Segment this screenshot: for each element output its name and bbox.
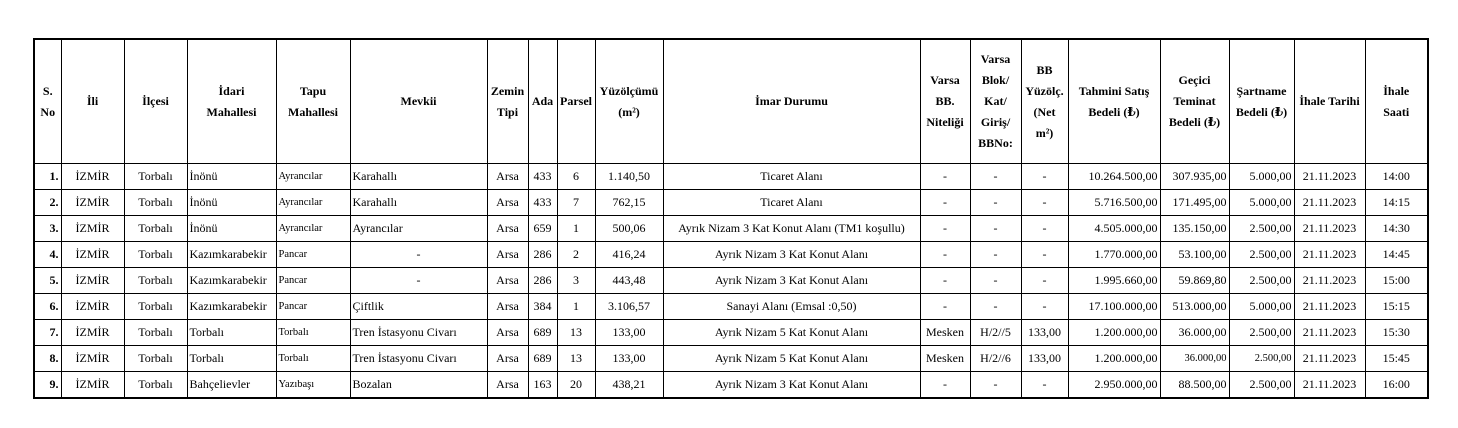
cell-ada: 689 (528, 346, 557, 372)
cell-tapu-mahalle: Torbalı (276, 320, 350, 346)
cell-idari-mahalle: Kazımkarabekir (187, 268, 276, 294)
cell-sartname-bedeli: 5.000,00 (1229, 190, 1294, 216)
cell-bb-niteligi: Mesken (920, 320, 970, 346)
cell-bb-niteligi: - (920, 242, 970, 268)
cell-bb-yuzolcum: 133,00 (1021, 320, 1068, 346)
header-tahmini-bedel: Tahmini Satış Bedeli (₺) (1068, 39, 1160, 164)
cell-zemin-tipi: Arsa (487, 372, 528, 399)
cell-il: İZMİR (61, 164, 124, 190)
cell-yuzolcumu: 133,00 (595, 320, 663, 346)
cell-sno: 1. (34, 164, 61, 190)
cell-idari-mahalle: İnönü (187, 190, 276, 216)
cell-tapu-mahalle: Ayrancılar (276, 216, 350, 242)
cell-idari-mahalle: Bahçelievler (187, 372, 276, 399)
cell-ada: 384 (528, 294, 557, 320)
cell-sno: 5. (34, 268, 61, 294)
cell-gecici-teminat: 513.000,00 (1160, 294, 1229, 320)
cell-ihale-saati: 15:00 (1365, 268, 1428, 294)
cell-ihale-tarihi: 21.11.2023 (1294, 216, 1365, 242)
cell-parsel: 7 (557, 190, 595, 216)
cell-imar-durumu: Ticaret Alanı (663, 190, 920, 216)
header-bb-niteligi: Varsa BB. Niteliği (920, 39, 970, 164)
table-row (34, 190, 1428, 216)
cell-ada: 659 (528, 216, 557, 242)
header-tapu-mahalle: Tapu Mahallesi (276, 39, 350, 164)
cell-bb-niteligi: Mesken (920, 346, 970, 372)
cell-ihale-saati: 14:30 (1365, 216, 1428, 242)
table-row (34, 164, 1428, 190)
cell-ilce: Torbalı (124, 268, 187, 294)
cell-mevki: Karahallı (350, 190, 487, 216)
cell-il: İZMİR (61, 268, 124, 294)
cell-idari-mahalle: Kazımkarabekir (187, 294, 276, 320)
table-row (34, 294, 1428, 320)
cell-tahmini-bedel: 5.716.500,00 (1068, 190, 1160, 216)
cell-ihale-saati: 14:45 (1365, 242, 1428, 268)
header-ihale-tarihi: İhale Tarihi (1294, 39, 1365, 164)
cell-gecici-teminat: 53.100,00 (1160, 242, 1229, 268)
cell-zemin-tipi: Arsa (487, 268, 528, 294)
cell-imar-durumu: Ayrık Nizam 3 Kat Konut Alanı (TM1 koşullu) (663, 216, 920, 242)
cell-blok-kat: H/2//6 (970, 346, 1021, 372)
cell-ada: 433 (528, 190, 557, 216)
cell-il: İZMİR (61, 320, 124, 346)
cell-tahmini-bedel: 2.950.000,00 (1068, 372, 1160, 399)
header-ada: Ada (528, 39, 557, 164)
header-sno: S. No (34, 39, 61, 164)
cell-ihale-tarihi: 21.11.2023 (1294, 346, 1365, 372)
cell-zemin-tipi: Arsa (487, 164, 528, 190)
cell-sno: 8. (34, 346, 61, 372)
cell-imar-durumu: Sanayi Alanı (Emsal :0,50) (663, 294, 920, 320)
cell-ihale-tarihi: 21.11.2023 (1294, 372, 1365, 399)
cell-idari-mahalle: İnönü (187, 216, 276, 242)
cell-tahmini-bedel: 1.770.000,00 (1068, 242, 1160, 268)
cell-gecici-teminat: 36.000,00 (1160, 346, 1229, 372)
cell-tahmini-bedel: 1.200.000,00 (1068, 320, 1160, 346)
cell-bb-yuzolcum: - (1021, 372, 1068, 399)
cell-bb-yuzolcum: - (1021, 294, 1068, 320)
cell-parsel: 6 (557, 164, 595, 190)
cell-sno: 6. (34, 294, 61, 320)
header-blok-kat: Varsa Blok/ Kat/ Giriş/ BBNo: (970, 39, 1021, 164)
cell-sartname-bedeli: 2.500,00 (1229, 216, 1294, 242)
cell-il: İZMİR (61, 216, 124, 242)
cell-il: İZMİR (61, 190, 124, 216)
cell-imar-durumu: Ayrık Nizam 5 Kat Konut Alanı (663, 320, 920, 346)
cell-tapu-mahalle: Pancar (276, 268, 350, 294)
cell-mevki: Çiftlik (350, 294, 487, 320)
cell-zemin-tipi: Arsa (487, 294, 528, 320)
cell-mevki: Tren İstasyonu Civarı (350, 320, 487, 346)
cell-zemin-tipi: Arsa (487, 190, 528, 216)
cell-imar-durumu: Ayrık Nizam 3 Kat Konut Alanı (663, 268, 920, 294)
cell-gecici-teminat: 307.935,00 (1160, 164, 1229, 190)
cell-bb-yuzolcum: - (1021, 268, 1068, 294)
cell-ilce: Torbalı (124, 372, 187, 399)
cell-gecici-teminat: 36.000,00 (1160, 320, 1229, 346)
cell-tahmini-bedel: 1.995.660,00 (1068, 268, 1160, 294)
cell-zemin-tipi: Arsa (487, 242, 528, 268)
cell-parsel: 1 (557, 294, 595, 320)
cell-idari-mahalle: Torbalı (187, 346, 276, 372)
table-row (34, 216, 1428, 242)
cell-bb-yuzolcum: - (1021, 242, 1068, 268)
cell-sartname-bedeli: 2.500,00 (1229, 372, 1294, 399)
table-row (34, 372, 1428, 399)
cell-gecici-teminat: 88.500,00 (1160, 372, 1229, 399)
cell-ilce: Torbalı (124, 242, 187, 268)
cell-bb-niteligi: - (920, 268, 970, 294)
cell-bb-yuzolcum: - (1021, 190, 1068, 216)
cell-imar-durumu: Ticaret Alanı (663, 164, 920, 190)
cell-imar-durumu: Ayrık Nizam 3 Kat Konut Alanı (663, 242, 920, 268)
cell-ihale-saati: 14:00 (1365, 164, 1428, 190)
cell-tapu-mahalle: Yazıbaşı (276, 372, 350, 399)
cell-ilce: Torbalı (124, 164, 187, 190)
header-zemin-tipi: Zemin Tipi (487, 39, 528, 164)
cell-il: İZMİR (61, 294, 124, 320)
cell-tapu-mahalle: Ayrancılar (276, 164, 350, 190)
cell-sno: 9. (34, 372, 61, 399)
cell-ihale-tarihi: 21.11.2023 (1294, 294, 1365, 320)
cell-parsel: 1 (557, 216, 595, 242)
cell-sartname-bedeli: 2.500,00 (1229, 320, 1294, 346)
cell-bb-yuzolcum: - (1021, 164, 1068, 190)
cell-tahmini-bedel: 10.264.500,00 (1068, 164, 1160, 190)
header-yuzolcumu: Yüzölçümü (m²) (595, 39, 663, 164)
cell-bb-niteligi: - (920, 190, 970, 216)
cell-yuzolcumu: 443,48 (595, 268, 663, 294)
cell-sartname-bedeli: 2.500,00 (1229, 242, 1294, 268)
cell-mevki: - (350, 242, 487, 268)
header-ihale-saati: İhale Saati (1365, 39, 1428, 164)
cell-il: İZMİR (61, 346, 124, 372)
cell-ada: 286 (528, 268, 557, 294)
cell-parsel: 13 (557, 320, 595, 346)
cell-ihale-saati: 14:15 (1365, 190, 1428, 216)
cell-mevki: Tren İstasyonu Civarı (350, 346, 487, 372)
header-imar-durumu: İmar Durumu (663, 39, 920, 164)
cell-tapu-mahalle: Torbalı (276, 346, 350, 372)
cell-yuzolcumu: 133,00 (595, 346, 663, 372)
header-parsel: Parsel (557, 39, 595, 164)
cell-ihale-tarihi: 21.11.2023 (1294, 164, 1365, 190)
cell-blok-kat: - (970, 242, 1021, 268)
cell-imar-durumu: Ayrık Nizam 5 Kat Konut Alanı (663, 346, 920, 372)
cell-blok-kat: H/2//5 (970, 320, 1021, 346)
cell-bb-yuzolcum: 133,00 (1021, 346, 1068, 372)
header-il: İli (61, 39, 124, 164)
cell-tahmini-bedel: 1.200.000,00 (1068, 346, 1160, 372)
cell-yuzolcumu: 1.140,50 (595, 164, 663, 190)
cell-zemin-tipi: Arsa (487, 346, 528, 372)
cell-bb-niteligi: - (920, 216, 970, 242)
cell-blok-kat: - (970, 190, 1021, 216)
cell-tahmini-bedel: 4.505.000,00 (1068, 216, 1160, 242)
cell-ihale-saati: 15:45 (1365, 346, 1428, 372)
cell-yuzolcumu: 416,24 (595, 242, 663, 268)
cell-parsel: 2 (557, 242, 595, 268)
cell-sno: 4. (34, 242, 61, 268)
cell-sartname-bedeli: 2.500,00 (1229, 268, 1294, 294)
cell-blok-kat: - (970, 164, 1021, 190)
cell-ihale-saati: 16:00 (1365, 372, 1428, 399)
cell-mevki: - (350, 268, 487, 294)
cell-idari-mahalle: Torbalı (187, 320, 276, 346)
cell-blok-kat: - (970, 372, 1021, 399)
cell-tapu-mahalle: Ayrancılar (276, 190, 350, 216)
cell-ada: 163 (528, 372, 557, 399)
cell-ihale-tarihi: 21.11.2023 (1294, 320, 1365, 346)
cell-idari-mahalle: Kazımkarabekir (187, 242, 276, 268)
cell-yuzolcumu: 438,21 (595, 372, 663, 399)
header-bb-yuzolcum: BB Yüzölç. (Net m²) (1021, 39, 1068, 164)
cell-ihale-saati: 15:30 (1365, 320, 1428, 346)
header-ilce: İlçesi (124, 39, 187, 164)
cell-parsel: 20 (557, 372, 595, 399)
cell-il: İZMİR (61, 242, 124, 268)
cell-ada: 689 (528, 320, 557, 346)
cell-bb-yuzolcum: - (1021, 216, 1068, 242)
cell-yuzolcumu: 762,15 (595, 190, 663, 216)
cell-blok-kat: - (970, 294, 1021, 320)
cell-sno: 7. (34, 320, 61, 346)
cell-tapu-mahalle: Pancar (276, 242, 350, 268)
cell-ihale-tarihi: 21.11.2023 (1294, 268, 1365, 294)
cell-ilce: Torbalı (124, 320, 187, 346)
cell-gecici-teminat: 59.869,80 (1160, 268, 1229, 294)
cell-ihale-tarihi: 21.11.2023 (1294, 190, 1365, 216)
cell-parsel: 13 (557, 346, 595, 372)
cell-bb-niteligi: - (920, 164, 970, 190)
cell-tapu-mahalle: Pancar (276, 294, 350, 320)
cell-gecici-teminat: 135.150,00 (1160, 216, 1229, 242)
cell-ilce: Torbalı (124, 216, 187, 242)
table-header (34, 39, 1428, 164)
cell-idari-mahalle: İnönü (187, 164, 276, 190)
cell-blok-kat: - (970, 216, 1021, 242)
table-body (34, 164, 1428, 399)
auction-table (33, 38, 1429, 399)
cell-sartname-bedeli: 5.000,00 (1229, 294, 1294, 320)
cell-bb-niteligi: - (920, 372, 970, 399)
cell-sno: 2. (34, 190, 61, 216)
table-row (34, 242, 1428, 268)
cell-mevki: Karahallı (350, 164, 487, 190)
cell-tahmini-bedel: 17.100.000,00 (1068, 294, 1160, 320)
header-gecici-teminat: Geçici Teminat Bedeli (₺) (1160, 39, 1229, 164)
cell-ada: 286 (528, 242, 557, 268)
cell-yuzolcumu: 3.106,57 (595, 294, 663, 320)
cell-ada: 433 (528, 164, 557, 190)
cell-parsel: 3 (557, 268, 595, 294)
cell-gecici-teminat: 171.495,00 (1160, 190, 1229, 216)
cell-mevki: Bozalan (350, 372, 487, 399)
header-idari-mahalle: İdari Mahallesi (187, 39, 276, 164)
cell-imar-durumu: Ayrık Nizam 3 Kat Konut Alanı (663, 372, 920, 399)
header-mevki: Mevkii (350, 39, 487, 164)
cell-ilce: Torbalı (124, 346, 187, 372)
header-row (34, 39, 1428, 164)
cell-zemin-tipi: Arsa (487, 320, 528, 346)
cell-il: İZMİR (61, 372, 124, 399)
cell-zemin-tipi: Arsa (487, 216, 528, 242)
header-sartname-bedeli: Şartname Bedeli (₺) (1229, 39, 1294, 164)
cell-blok-kat: - (970, 268, 1021, 294)
cell-ilce: Torbalı (124, 294, 187, 320)
cell-ihale-saati: 15:15 (1365, 294, 1428, 320)
cell-ilce: Torbalı (124, 190, 187, 216)
cell-yuzolcumu: 500,06 (595, 216, 663, 242)
table-row (34, 268, 1428, 294)
cell-sartname-bedeli: 5.000,00 (1229, 164, 1294, 190)
cell-sno: 3. (34, 216, 61, 242)
cell-bb-niteligi: - (920, 294, 970, 320)
cell-ihale-tarihi: 21.11.2023 (1294, 242, 1365, 268)
table-row (34, 320, 1428, 346)
cell-mevki: Ayrancılar (350, 216, 487, 242)
table-row (34, 346, 1428, 372)
cell-sartname-bedeli: 2.500,00 (1229, 346, 1294, 372)
